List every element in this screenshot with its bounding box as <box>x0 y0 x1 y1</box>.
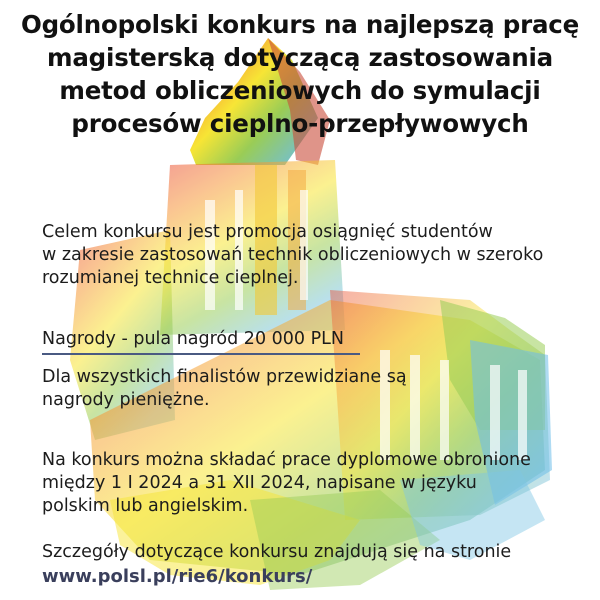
submission-line-2: między 1 I 2024 a 31 XII 2024, napisane w języku <box>42 473 477 493</box>
intro-line-2: w zakresie zastosowań technik obliczeniowych w szeroko <box>42 245 544 265</box>
contest-title <box>0 8 600 140</box>
details-line: Szczegóły dotyczące konkursu znajdują się na stronie <box>42 542 512 562</box>
prizes-line-1: Dla wszystkich finalistów przewidziane są <box>42 367 407 387</box>
prizes-description <box>42 366 407 412</box>
title-line-3: metod obliczeniowych do symulacji <box>59 76 541 105</box>
intro-line-1: Celem konkursu jest promocja osiągnięć studentów <box>42 222 493 242</box>
intro-line-3: rozumianej technice cieplnej. <box>42 268 299 288</box>
title-line-1: Ogólnopolski konkurs na najlepszą pracę <box>20 10 580 39</box>
intro-paragraph <box>42 221 543 290</box>
submission-paragraph <box>42 449 531 518</box>
title-line-2: magisterską dotyczącą zastosowania <box>47 43 553 72</box>
details-text <box>42 541 511 564</box>
contest-website-link[interactable]: www.polsl.pl/rie6/konkurs/ <box>42 566 313 587</box>
prizes-line-2: nagrody pieniężne. <box>42 390 210 410</box>
submission-line-1: Na konkurs można składać prace dyplomowe obronione <box>42 450 531 470</box>
submission-line-3: polskim lub angielskim. <box>42 496 249 516</box>
title-line-4: procesów cieplno-przepływowych <box>71 109 529 138</box>
prizes-heading: Nagrody - pula nagród 20 000 PLN <box>42 328 360 355</box>
